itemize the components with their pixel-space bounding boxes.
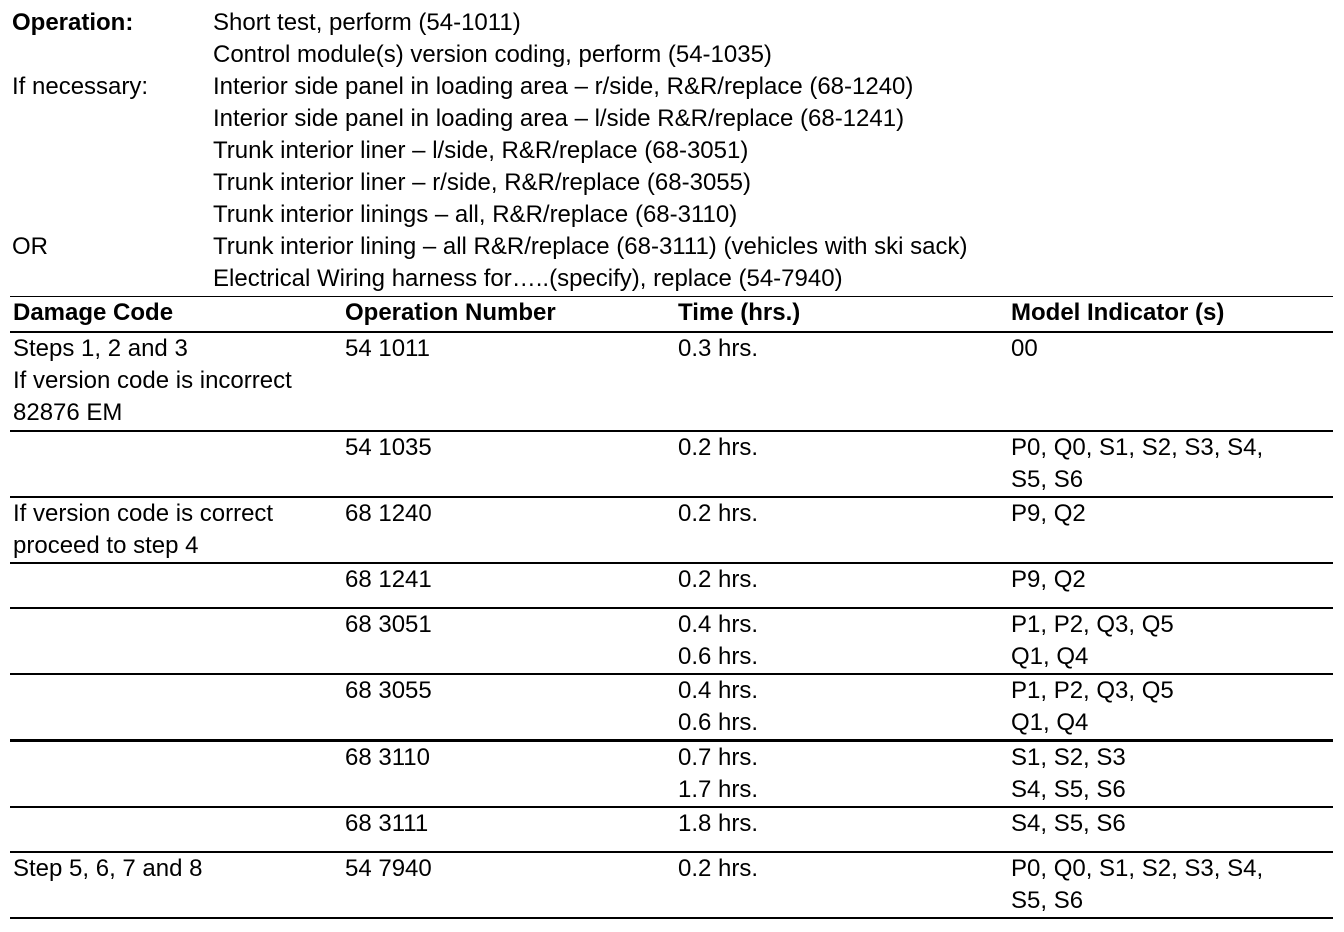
operation-line — [12, 199, 1337, 231]
operation-line — [12, 7, 1337, 39]
operation-text: Electrical Wiring harness for…..(specify), replace (54-7940) — [213, 265, 843, 292]
operation-label: OR — [12, 233, 48, 260]
model-line: S5, S6 — [1011, 887, 1084, 914]
table-row — [10, 563, 1333, 608]
operation-label: If necessary: — [12, 73, 149, 100]
damage-code-cell — [10, 332, 342, 431]
table-header-row — [10, 297, 1333, 333]
operation-number-cell: 68 3111 — [342, 807, 675, 852]
time-cell — [675, 431, 1008, 497]
model-line: S1, S2, S3 — [1011, 744, 1126, 771]
time-line: 0.4 hrs. — [678, 611, 759, 638]
damage-code-cell — [10, 497, 342, 563]
time-cell — [675, 674, 1008, 741]
operation-line — [12, 71, 1337, 103]
header-damage-code: Damage Code — [10, 297, 342, 333]
damage-code-cell — [10, 741, 342, 808]
header-time: Time (hrs.) — [675, 297, 1008, 333]
damage-code-cell — [10, 852, 342, 918]
time-line: 0.2 hrs. — [678, 500, 759, 527]
time-line: 1.8 hrs. — [678, 810, 759, 837]
operation-number-cell: 68 1240 — [342, 497, 675, 563]
table-row — [10, 431, 1333, 497]
time-cell — [675, 332, 1008, 431]
time-cell — [675, 807, 1008, 852]
operation-text: Trunk interior linings – all, R&R/replace (68-3110) — [213, 201, 738, 228]
operation-label: Operation: — [12, 9, 134, 36]
model-indicator-cell — [1008, 497, 1333, 563]
time-line: 0.6 hrs. — [678, 709, 759, 736]
model-line: S5, S6 — [1011, 466, 1084, 493]
time-line: 0.2 hrs. — [678, 566, 759, 593]
damage-code-line: Steps 1, 2 and 3 — [13, 335, 188, 362]
damage-code-line: Step 5, 6, 7 and 8 — [13, 855, 203, 882]
damage-code-line: If version code is incorrect — [13, 367, 292, 394]
time-line: 0.4 hrs. — [678, 677, 759, 704]
table-row — [10, 497, 1333, 563]
table-row — [10, 674, 1333, 741]
operation-number-cell: 68 3110 — [342, 741, 675, 808]
damage-code-cell — [10, 431, 342, 497]
operation-text: Trunk interior lining – all R&R/replace (68-3111) (vehicles with ski sack) — [213, 233, 968, 260]
model-line: S4, S5, S6 — [1011, 776, 1126, 803]
time-line: 0.3 hrs. — [678, 335, 759, 362]
labor-table — [10, 296, 1333, 919]
operation-text: Trunk interior liner – r/side, R&R/replace (68-3055) — [213, 169, 751, 196]
model-line: P1, P2, Q3, Q5 — [1011, 611, 1174, 638]
table-row — [10, 807, 1333, 852]
model-line: Q1, Q4 — [1011, 643, 1089, 670]
operation-line — [12, 263, 1337, 295]
operation-text: Trunk interior liner – l/side, R&R/replace (68-3051) — [213, 137, 749, 164]
table-row — [10, 332, 1333, 431]
model-line: P9, Q2 — [1011, 500, 1086, 527]
time-line: 0.2 hrs. — [678, 434, 759, 461]
table-row — [10, 852, 1333, 918]
operation-number-cell: 54 1011 — [345, 335, 430, 362]
operation-text: Interior side panel in loading area – l/side R&R/replace (68-1241) — [213, 105, 905, 132]
operation-number-cell: 68 3051 — [342, 608, 675, 674]
damage-code-line: 82876 EM — [13, 399, 123, 426]
operations-list — [12, 7, 1337, 295]
operation-line — [12, 39, 1337, 71]
time-line: 0.2 hrs. — [678, 855, 759, 882]
operation-text: Interior side panel in loading area – r/side, R&R/replace (68-1240) — [213, 73, 914, 100]
damage-code-line: If version code is correct — [13, 500, 274, 527]
table-row — [10, 741, 1333, 808]
operation-number-cell: 68 3055 — [342, 674, 675, 741]
damage-code-cell — [10, 563, 342, 608]
operation-text: Short test, perform (54-1011) — [213, 9, 521, 36]
operation-number-cell: 54 1035 — [342, 431, 675, 497]
model-line: P1, P2, Q3, Q5 — [1011, 677, 1174, 704]
model-line: P9, Q2 — [1011, 566, 1086, 593]
time-cell — [675, 497, 1008, 563]
model-indicator-cell — [1008, 431, 1333, 497]
time-cell — [675, 741, 1008, 808]
model-line: P0, Q0, S1, S2, S3, S4, — [1011, 855, 1264, 882]
model-indicator-cell — [1008, 674, 1333, 741]
header-model-indicator: Model Indicator (s) — [1008, 297, 1333, 333]
model-indicator-cell — [1008, 852, 1333, 918]
operation-text: Control module(s) version coding, perform (54-1035) — [213, 41, 772, 68]
operation-number-cell: 68 1241 — [342, 563, 675, 608]
table-row — [10, 608, 1333, 674]
damage-code-cell — [10, 807, 342, 852]
model-line: S4, S5, S6 — [1011, 810, 1126, 837]
model-line: P0, Q0, S1, S2, S3, S4, — [1011, 434, 1264, 461]
header-operation-number: Operation Number — [342, 297, 675, 333]
model-indicator-cell — [1008, 807, 1333, 852]
model-indicator-cell — [1008, 332, 1333, 431]
time-cell — [675, 563, 1008, 608]
damage-code-line: proceed to step 4 — [13, 532, 199, 559]
time-cell — [675, 852, 1008, 918]
operation-line — [12, 231, 1337, 263]
model-indicator-cell — [1008, 563, 1333, 608]
damage-code-cell — [10, 674, 342, 741]
model-line: Q1, Q4 — [1011, 709, 1089, 736]
time-line: 0.6 hrs. — [678, 643, 759, 670]
model-line: 00 — [1011, 335, 1038, 362]
time-line: 0.7 hrs. — [678, 744, 759, 771]
operation-line — [12, 167, 1337, 199]
damage-code-cell — [10, 608, 342, 674]
time-line: 1.7 hrs. — [678, 776, 759, 803]
model-indicator-cell — [1008, 608, 1333, 674]
operation-line — [12, 103, 1337, 135]
model-indicator-cell — [1008, 741, 1333, 808]
time-cell — [675, 608, 1008, 674]
operation-line — [12, 135, 1337, 167]
operation-number-cell: 54 7940 — [342, 852, 675, 918]
